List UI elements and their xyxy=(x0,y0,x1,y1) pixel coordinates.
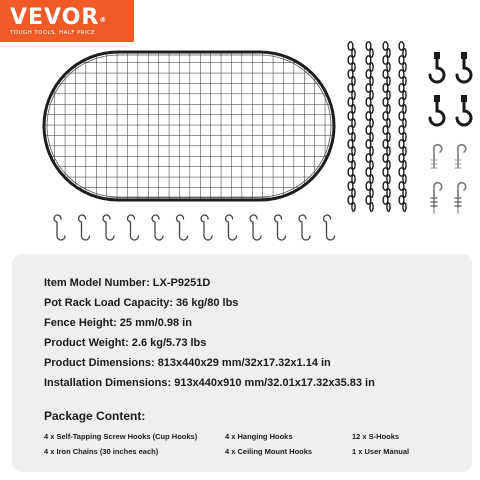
spec-row-product-dimensions: Product Dimensions: 813x440x29 mm/32x17.32x1.14 in xyxy=(44,357,331,369)
chain-icon xyxy=(399,42,406,211)
brand-tagline: TOUGH TOOLS, HALF PRICE xyxy=(10,29,96,36)
package-item: 4 x Self-Tapping Screw Hooks (Cup Hooks) xyxy=(44,432,198,441)
chain-icon xyxy=(383,42,390,211)
spec-row-installation-dimensions: Installation Dimensions: 913x440x910 mm/32.01x17.32x35.83 in xyxy=(44,377,375,389)
s-hook-icon xyxy=(275,215,286,240)
spec-panel xyxy=(12,254,472,472)
package-item: 4 x Hanging Hooks xyxy=(225,432,293,441)
s-hook-icon xyxy=(250,215,261,240)
s-hook-icon xyxy=(324,215,335,240)
package-item: 4 x Ceiling Mount Hooks xyxy=(225,447,313,456)
brand-name: VEVOR xyxy=(10,4,100,30)
cup-hook-icon xyxy=(457,52,471,82)
package-content-title: Package Content: xyxy=(44,409,146,423)
screw-hooks xyxy=(431,145,466,213)
s-hook-icon xyxy=(103,215,114,240)
screw-hook-icon xyxy=(431,183,442,213)
s-hook-icon xyxy=(54,215,65,240)
spec-row-load-capacity: Pot Rack Load Capacity: 36 kg/80 lbs xyxy=(44,297,239,309)
registered-mark: ® xyxy=(99,15,108,24)
s-hook-icon xyxy=(299,215,310,240)
s-hook-icon xyxy=(201,215,212,240)
cup-hook-icon xyxy=(457,95,471,125)
s-hook-icon xyxy=(128,215,139,240)
chain-icon xyxy=(366,42,373,211)
screw-hook-icon xyxy=(455,183,466,213)
s-hooks xyxy=(54,215,334,240)
package-item: 12 x S-Hooks xyxy=(352,432,400,441)
package-item: 4 x Iron Chains (30 inches each) xyxy=(44,447,159,456)
pot-rack-grid xyxy=(44,52,334,200)
chain-icon xyxy=(348,42,355,211)
package-item: 1 x User Manual xyxy=(352,447,410,456)
s-hook-icon xyxy=(152,215,163,240)
spec-row-fence-height: Fence Height: 25 mm/0.98 in xyxy=(44,317,192,329)
cup-hook-icon xyxy=(430,95,444,125)
screw-hook-icon xyxy=(431,145,442,168)
spec-row-model: Item Model Number: LX-P9251D xyxy=(44,277,211,289)
ceiling-mount-hooks xyxy=(430,52,471,125)
spec-row-weight: Product Weight: 2.6 kg/5.73 lbs xyxy=(44,337,207,349)
s-hook-icon xyxy=(79,215,90,240)
s-hook-icon xyxy=(177,215,188,240)
cup-hook-icon xyxy=(430,52,444,82)
s-hook-icon xyxy=(226,215,237,240)
iron-chains xyxy=(348,42,406,211)
screw-hook-icon xyxy=(455,145,466,168)
